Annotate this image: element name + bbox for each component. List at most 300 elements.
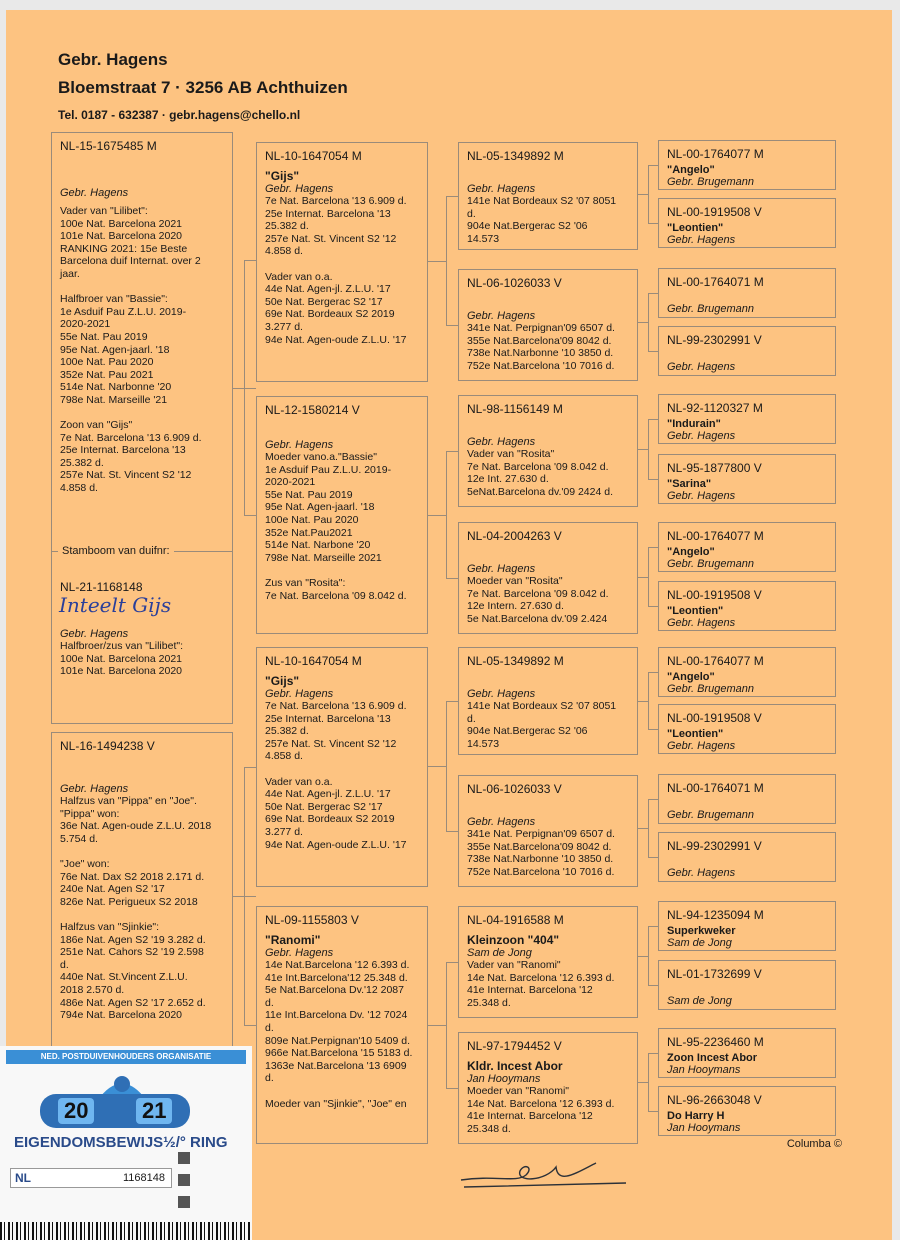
great-grandparent-box	[658, 1028, 836, 1078]
result-line: d.	[265, 996, 274, 1009]
result-line: 36e Nat. Agen-oude Z.L.U. 2018	[60, 820, 212, 833]
ring-number: NL-00-1919508 V	[667, 205, 762, 219]
connector-line	[648, 672, 658, 673]
connector-line	[446, 451, 458, 452]
connector-line	[638, 194, 648, 195]
pigeon-name: "Angelo"	[667, 164, 715, 176]
result-line: 141e Nat Bordeaux S2 '07 8051	[467, 195, 617, 207]
ring-number: NL-06-1026033 V	[467, 276, 562, 290]
result-line: 25.382 d.	[60, 456, 104, 469]
result-line: 141e Nat Bordeaux S2 '07 8051	[467, 700, 617, 712]
sire-dam-box	[256, 142, 428, 382]
pigeon-name: Kldr. Incest Abor	[467, 1059, 563, 1073]
ring-number: NL-06-1026033 V	[467, 782, 562, 796]
great-grandparent-box	[658, 647, 836, 697]
sire-dam-box	[256, 647, 428, 887]
result-line: 752e Nat.Barcelona '10 7016 d.	[467, 865, 615, 878]
ring-number: NL-92-1120327 M	[667, 401, 763, 415]
result-line: 2020-2021	[265, 476, 316, 489]
ring-number: NL-98-1156149 M	[467, 402, 563, 416]
result-line: 257e Nat. St. Vincent S2 '12	[265, 232, 397, 245]
result-line: 3.277 d.	[265, 320, 303, 333]
ring-number: NL-99-2302991 V	[667, 839, 762, 853]
owner-name: Sam de Jong	[667, 995, 732, 1007]
stamboom-owner: Gebr. Hagens	[60, 628, 129, 640]
result-line: 7e Nat. Barcelona '09 8.042 d.	[467, 460, 609, 473]
result-line: 14.573	[467, 232, 500, 245]
result-line: 240e Nat. Agen S2 '17	[60, 883, 165, 896]
grandparent-box	[458, 906, 638, 1018]
pigeon-name: "Leontien"	[667, 222, 724, 234]
connector-line	[446, 1088, 458, 1089]
result-line: 2020-2021	[60, 318, 111, 331]
pigeon-name: "Gijs"	[265, 674, 300, 688]
connector-line	[648, 926, 658, 927]
result-line: 12e Intern. 27.630 d.	[467, 600, 564, 613]
result-line: 352e Nat. Pau 2021	[60, 368, 154, 381]
connector-line	[648, 857, 658, 858]
great-grandparent-box	[658, 704, 836, 754]
connector-line	[648, 672, 649, 729]
connector-line	[233, 896, 256, 897]
pigeon-name: Superkweker	[667, 925, 736, 937]
connector-line	[446, 701, 458, 702]
result-line: 100e Nat. Barcelona 2021	[60, 217, 183, 230]
connector-line	[648, 419, 658, 420]
connector-line	[446, 451, 447, 578]
result-line: 251e Nat. Cahors S2 '19 2.598	[60, 946, 204, 959]
ownership-card	[0, 1046, 252, 1240]
connector-line	[648, 606, 658, 607]
result-line: 4.858 d.	[265, 750, 303, 763]
great-grandparent-box	[658, 268, 836, 318]
subject-ring: NL-15-1675485 M	[60, 139, 157, 153]
result-line: 486e Nat. Agen S2 '17 2.652 d.	[60, 996, 206, 1009]
result-line: Barcelona duif Internat. over 2	[60, 255, 201, 268]
grandparent-box	[458, 775, 638, 887]
connector-line	[446, 701, 447, 831]
connector-line	[446, 196, 458, 197]
great-grandparent-box	[658, 581, 836, 631]
result-line: 5eNat.Barcelona dv.'09 2424 d.	[467, 485, 613, 498]
connector-line	[648, 729, 658, 730]
grandparent-box	[458, 522, 638, 634]
connector-line	[648, 1053, 658, 1054]
result-line	[60, 845, 224, 858]
pigeon-name: "Leontien"	[667, 605, 724, 617]
result-line: 904e Nat.Bergerac S2 '06	[467, 220, 588, 233]
pigeon-name: "Angelo"	[667, 546, 715, 558]
result-line: 50e Nat. Bergerac S2 '17	[265, 800, 383, 813]
connector-line	[648, 926, 649, 985]
result-line: 7e Nat. Barcelona '13 6.909 d.	[265, 700, 407, 712]
owner-name: Gebr. Hagens	[467, 183, 536, 195]
result-line: 25.348 d.	[467, 996, 511, 1009]
connector-line	[648, 985, 658, 986]
result-line: 41e Internat. Barcelona '12	[467, 984, 593, 997]
result-line: 25.382 d.	[265, 725, 309, 738]
result-line: 25e Internat. Barcelona '13	[265, 207, 391, 220]
copyright: Columba ©	[786, 1138, 842, 1150]
connector-line	[233, 388, 256, 389]
owner-name: Gebr. Brugemann	[667, 683, 755, 695]
ring-number: NL-05-1349892 M	[467, 149, 564, 163]
owner-name: Gebr. Hagens	[667, 617, 736, 629]
dam-owner: Gebr. Hagens	[60, 783, 129, 795]
result-line: 14e Nat. Barcelona '12 6.393 d.	[467, 1097, 615, 1110]
result-line: 5e Nat.Barcelona Dv.'12 2087	[265, 984, 404, 997]
owner-name: Gebr. Hagens	[467, 310, 536, 322]
connector-line	[648, 479, 658, 480]
result-line: 738e Nat.Narbonne '10 3850 d.	[467, 853, 614, 866]
result-line: Moeder van "Sjinkie", "Joe" en	[265, 1097, 407, 1110]
card-org: NED. POSTDUIVENHOUDERS ORGANISATIE	[6, 1050, 246, 1064]
ring-number: NL-00-1764077 M	[667, 654, 764, 668]
result-line: 341e Nat. Perpignan'09 6507 d.	[467, 322, 615, 334]
result-line: Halfbroer van "Bassie":	[60, 293, 168, 306]
ring-number: NL-00-1764071 M	[667, 275, 764, 289]
result-line: 257e Nat. St. Vincent S2 '12	[60, 469, 192, 482]
owner-name: Gebr. Hagens	[667, 867, 736, 879]
great-grandparent-box	[658, 198, 836, 248]
result-line: "Joe" won:	[60, 857, 110, 870]
owner-name: Gebr. Hagens	[467, 816, 536, 828]
pigeon-name: "Angelo"	[667, 671, 715, 683]
result-line: 341e Nat. Perpignan'09 6507 d.	[467, 828, 615, 840]
result-line	[265, 763, 419, 776]
ring-number: NL-00-1919508 V	[667, 588, 762, 602]
connector-line	[446, 325, 458, 326]
owner-name: Gebr. Hagens	[265, 183, 334, 195]
ring-number: NL-96-2663048 V	[667, 1093, 762, 1107]
result-line: 100e Nat. Pau 2020	[265, 513, 359, 526]
result-line: 7e Nat. Barcelona '13 6.909 d.	[60, 431, 202, 444]
breeder-name: Gebr. Hagens	[58, 50, 168, 69]
result-line: 514e Nat. Narbone '20	[265, 539, 371, 552]
checkbox-1	[178, 1152, 190, 1164]
result-line: 69e Nat. Bordeaux S2 2019	[265, 813, 395, 826]
ring-number: NL-10-1647054 M	[265, 654, 362, 668]
result-line: Moeder vano.a."Bassie"	[265, 451, 377, 463]
connector-line	[648, 547, 658, 548]
result-line: Halfzus van "Pippa" en "Joe".	[60, 795, 197, 807]
connector-line	[648, 419, 649, 479]
owner-name: Sam de Jong	[467, 947, 532, 959]
result-line: 794e Nat. Barcelona 2020	[60, 1009, 183, 1022]
result-line: Vader van o.a.	[265, 775, 333, 788]
card-year-right: 21	[136, 1098, 172, 1124]
result-line: 809e Nat.Perpignan'10 5409 d.	[265, 1034, 411, 1047]
ring-number: NL-04-2004263 V	[467, 529, 562, 543]
ring-number: NL-04-1916588 M	[467, 913, 564, 927]
connector-line	[428, 766, 446, 767]
result-line	[265, 258, 419, 271]
card-title: EIGENDOMSBEWIJS½/° RING	[14, 1134, 228, 1151]
pigeon-name: "Gijs"	[265, 169, 300, 183]
breeder-address: Bloemstraat 7 · 3256 AB Achthuizen	[58, 78, 348, 97]
result-line: 904e Nat.Bergerac S2 '06	[467, 725, 588, 738]
result-line: 4.858 d.	[265, 245, 303, 258]
result-line	[60, 407, 224, 420]
result-line: 1363e Nat.Barcelona '13 6909	[265, 1059, 407, 1072]
card-number: 1168148	[122, 1172, 165, 1184]
owner-name: Gebr. Brugemann	[667, 558, 755, 570]
result-line: 2018 2.570 d.	[60, 983, 125, 996]
connector-line	[648, 165, 658, 166]
result-line: 752e Nat.Barcelona '10 7016 d.	[467, 359, 615, 372]
result-line: Vader van o.a.	[265, 270, 333, 283]
result-line	[265, 564, 419, 577]
result-line: 101e Nat. Barcelona 2020	[60, 230, 183, 243]
ring-number: NL-95-1877800 V	[667, 461, 762, 475]
result-line: 25e Internat. Barcelona '13	[60, 444, 186, 457]
card-year-pill	[40, 1094, 190, 1128]
owner-name: Jan Hooymans	[467, 1073, 541, 1085]
grandparent-box	[458, 395, 638, 507]
result-line: 94e Nat. Agen-oude Z.L.U. '17	[265, 333, 407, 346]
result-line: 257e Nat. St. Vincent S2 '12	[265, 737, 397, 750]
connector-line	[638, 828, 648, 829]
connector-line	[648, 293, 649, 351]
result-line: 355e Nat.Barcelona'09 8042 d.	[467, 334, 612, 347]
owner-name: Gebr. Hagens	[467, 436, 536, 448]
owner-name: Gebr. Hagens	[667, 740, 736, 752]
result-line: 14e Nat. Barcelona '12 6.393 d.	[467, 971, 615, 984]
stamboom-ring: NL-21-1168148	[60, 580, 143, 594]
pigeon-name: "Leontien"	[667, 728, 724, 740]
great-grandparent-box	[658, 832, 836, 882]
result-line: 95e Nat. Agen-jaarl. '18	[60, 343, 170, 356]
result-line: Vader van "Lilibet":	[60, 205, 148, 217]
result-line: 69e Nat. Bordeaux S2 2019	[265, 308, 395, 321]
result-line: 440e Nat. St.Vincent Z.L.U.	[60, 971, 188, 984]
result-line: 55e Nat. Pau 2019	[265, 488, 353, 501]
connector-line	[244, 515, 256, 516]
connector-line	[446, 962, 447, 1088]
ring-number: NL-09-1155803 V	[265, 913, 359, 927]
great-grandparent-box	[658, 901, 836, 951]
result-line: 826e Nat. Perigueux S2 2018	[60, 895, 198, 908]
grandparent-box	[458, 269, 638, 381]
result-line: Vader van "Ranomi"	[467, 959, 561, 971]
ring-number: NL-97-1794452 V	[467, 1039, 562, 1053]
result-line: 95e Nat. Agen-jaarl. '18	[265, 501, 375, 514]
connector-line	[446, 578, 458, 579]
owner-name: Gebr. Hagens	[667, 490, 736, 502]
grandparent-box	[458, 142, 638, 250]
result-line: 738e Nat.Narbonne '10 3850 d.	[467, 347, 614, 360]
result-line: d.	[60, 958, 69, 971]
connector-line	[648, 799, 658, 800]
result-line: 25e Internat. Barcelona '13	[265, 712, 391, 725]
connector-line	[648, 351, 658, 352]
owner-name: Jan Hooymans	[667, 1064, 741, 1076]
result-line	[60, 908, 224, 921]
result-line: 798e Nat. Marseille '21	[60, 393, 168, 406]
ring-number: NL-01-1732699 V	[667, 967, 762, 981]
result-line: d.	[467, 712, 476, 725]
stamboom-label: Stamboom van duifnr:	[58, 545, 174, 557]
ring-number: NL-00-1919508 V	[667, 711, 762, 725]
subject-sire-box	[51, 132, 233, 552]
result-line: 11e Int.Barcelona Dv. '12 7024	[265, 1009, 408, 1022]
grandparent-box	[458, 647, 638, 755]
result-line: 514e Nat. Narbonne '20	[60, 381, 172, 394]
ring-number: NL-10-1647054 M	[265, 149, 362, 163]
result-line: 44e Nat. Agen-jl. Z.L.U. '17	[265, 283, 391, 296]
barcode	[0, 1222, 252, 1240]
owner-name: Gebr. Hagens	[667, 234, 736, 246]
owner-name: Gebr. Hagens	[265, 439, 334, 451]
result-line: 5.754 d.	[60, 832, 98, 845]
result-line: Vader van "Rosita"	[467, 448, 555, 460]
result-line: 12e Int. 27.630 d.	[467, 473, 549, 486]
result-line: 55e Nat. Pau 2019	[60, 330, 148, 343]
result-line: d.	[265, 1021, 274, 1034]
connector-line	[648, 223, 658, 224]
connector-line	[648, 165, 649, 223]
owner-name: Sam de Jong	[667, 937, 732, 949]
connector-line	[428, 261, 446, 262]
result-line: 352e Nat.Pau2021	[265, 526, 353, 539]
stamboom-box	[51, 552, 233, 724]
result-line: 7e Nat. Barcelona '09 8.042 d.	[467, 587, 609, 600]
handwritten-note: Inteelt Gijs	[59, 593, 172, 617]
result-line: 186e Nat. Agen S2 '19 3.282 d.	[60, 933, 206, 946]
owner-name: Gebr. Hagens	[467, 563, 536, 575]
owner-name: Gebr. Brugemann	[667, 303, 755, 315]
owner-name: Gebr. Brugemann	[667, 809, 755, 821]
result-line: 25.348 d.	[467, 1122, 511, 1135]
result-line	[265, 1085, 419, 1098]
ring-number: NL-94-1235094 M	[667, 908, 764, 922]
result-line: Halfbroer/zus van "Lilibet":	[60, 640, 184, 652]
breeder-contact: Tel. 0187 - 632387 · gebr.hagens@chello.nl	[58, 108, 301, 122]
connector-line	[648, 1053, 649, 1111]
result-line: 798e Nat. Marseille 2021	[265, 551, 382, 564]
result-line: 1e Asduif Pau Z.L.U. 2019-	[60, 305, 187, 318]
result-line: 3.277 d.	[265, 825, 303, 838]
result-line: 355e Nat.Barcelona'09 8042 d.	[467, 840, 612, 853]
card-year-left: 20	[58, 1098, 94, 1124]
pigeon-name: Kleinzoon "404"	[467, 933, 560, 947]
connector-line	[638, 322, 648, 323]
owner-name: Gebr. Hagens	[265, 688, 334, 700]
result-line: 25.382 d.	[265, 220, 309, 233]
card-ring-field	[10, 1168, 172, 1188]
ring-number: NL-99-2302991 V	[667, 333, 762, 347]
great-grandparent-box	[658, 326, 836, 376]
great-grandparent-box	[658, 522, 836, 572]
result-line: d.	[467, 207, 476, 220]
result-line: 5e Nat.Barcelona dv.'09 2.424	[467, 612, 608, 625]
connector-line	[648, 799, 649, 857]
result-line: Zoon van "Gijs"	[60, 419, 133, 432]
owner-name: Gebr. Hagens	[265, 947, 334, 959]
subject-owner: Gebr. Hagens	[60, 187, 129, 199]
result-line: jaar.	[60, 267, 80, 280]
result-line: 7e Nat. Barcelona '13 6.909 d.	[265, 195, 407, 207]
connector-line	[648, 547, 649, 606]
result-line: 4.858 d.	[60, 482, 98, 495]
great-grandparent-box	[658, 394, 836, 444]
result-line	[60, 281, 224, 294]
pigeon-name: "Ranomi"	[265, 933, 321, 947]
dam-ring: NL-16-1494238 V	[60, 739, 155, 753]
connector-line	[244, 1025, 256, 1026]
result-line: 966e Nat.Barcelona '15 5183 d.	[265, 1047, 413, 1060]
result-line: RANKING 2021: 15e Beste	[60, 242, 188, 255]
checkbox-3	[178, 1196, 190, 1208]
great-grandparent-box	[658, 1086, 836, 1136]
result-line: Moeder van "Rosita"	[467, 575, 563, 587]
ring-number: NL-00-1764077 M	[667, 147, 764, 161]
connector-line	[244, 260, 256, 261]
result-line: 100e Nat. Barcelona 2021	[60, 652, 183, 665]
result-line: Halfzus van "Sjinkie":	[60, 920, 160, 933]
result-line: 101e Nat. Barcelona 2020	[60, 665, 183, 678]
result-line: 1e Asduif Pau Z.L.U. 2019-	[265, 463, 392, 476]
ring-number: NL-00-1764071 M	[667, 781, 764, 795]
ring-number: NL-95-2236460 M	[667, 1035, 764, 1049]
connector-line	[446, 196, 447, 325]
grandparent-box	[458, 1032, 638, 1144]
owner-name: Gebr. Hagens	[667, 430, 736, 442]
result-line: "Pippa" won:	[60, 807, 120, 820]
result-line: 50e Nat. Bergerac S2 '17	[265, 295, 383, 308]
pigeon-name: "Indurain"	[667, 418, 721, 430]
connector-line	[638, 1082, 648, 1083]
owner-name: Gebr. Hagens	[467, 688, 536, 700]
owner-name: Gebr. Hagens	[667, 361, 736, 373]
result-line: 14.573	[467, 737, 500, 750]
connector-line	[428, 515, 446, 516]
result-line: Moeder van "Ranomi"	[467, 1085, 570, 1097]
great-grandparent-box	[658, 454, 836, 504]
owner-name: Gebr. Brugemann	[667, 176, 755, 188]
pigeon-name: Do Harry H	[667, 1110, 725, 1122]
sire-dam-box	[256, 396, 428, 634]
connector-line	[648, 293, 658, 294]
great-grandparent-box	[658, 140, 836, 190]
pigeon-name: "Sarina"	[667, 478, 712, 490]
ring-number: NL-00-1764077 M	[667, 529, 764, 543]
result-line: 14e Nat.Barcelona '12 6.393 d.	[265, 959, 410, 971]
pigeon-name: Zoon Incest Abor	[667, 1052, 758, 1064]
ring-number: NL-12-1580214 V	[265, 403, 360, 417]
card-country: NL	[15, 1171, 31, 1185]
connector-line	[244, 767, 256, 768]
result-line: d.	[265, 1072, 274, 1085]
result-line: Zus van "Rosita":	[265, 576, 346, 589]
great-grandparent-box	[658, 774, 836, 824]
connector-line	[428, 1025, 446, 1026]
result-line: 7e Nat. Barcelona '09 8.042 d.	[265, 589, 407, 602]
connector-line	[638, 701, 648, 702]
result-line: 76e Nat. Dax S2 2018 2.171 d.	[60, 870, 205, 883]
connector-line	[638, 449, 648, 450]
checkbox-2	[178, 1174, 190, 1186]
connector-line	[446, 962, 458, 963]
connector-line	[638, 577, 648, 578]
connector-line	[638, 956, 648, 957]
ring-number: NL-05-1349892 M	[467, 654, 564, 668]
result-line: 44e Nat. Agen-jl. Z.L.U. '17	[265, 788, 391, 801]
great-grandparent-box	[658, 960, 836, 1010]
result-line: 41e Internat. Barcelona '12	[467, 1110, 593, 1123]
sire-dam-box	[256, 906, 428, 1144]
result-line: 41e Int.Barcelona'12 25.348 d.	[265, 971, 408, 984]
